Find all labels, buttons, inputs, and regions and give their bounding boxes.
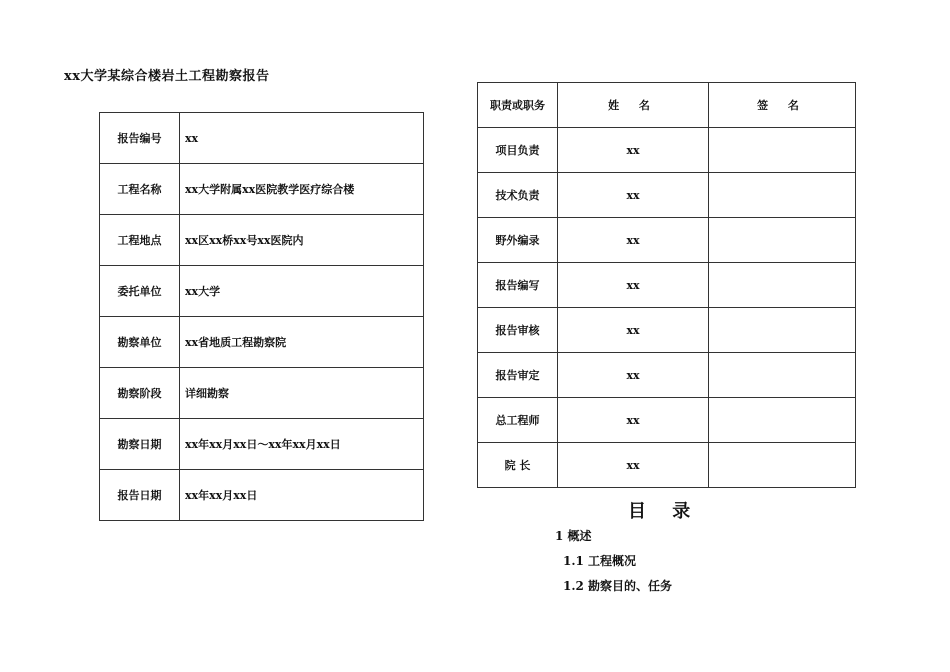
toc-item-project-overview: 1.1 工程概况 — [563, 554, 637, 568]
document-title: xx大学某综合楼岩土工程勘察报告 — [64, 69, 270, 84]
name-cell: xx — [558, 398, 709, 443]
role-cell: 院 长 — [478, 443, 558, 488]
table-row — [478, 128, 856, 173]
report-number-label: 报告编号 — [100, 113, 180, 164]
name-cell: xx — [558, 128, 709, 173]
project-name-label: 工程名称 — [100, 164, 180, 215]
table-row — [478, 263, 856, 308]
table-row — [478, 218, 856, 263]
name-header: 姓 名 — [558, 83, 709, 128]
role-cell: 报告编写 — [478, 263, 558, 308]
role-cell: 报告审定 — [478, 353, 558, 398]
client-value: xx大学 — [180, 266, 424, 317]
name-cell: xx — [558, 218, 709, 263]
name-cell: xx — [558, 308, 709, 353]
toc-item-overview: 1 概述 — [555, 529, 592, 543]
role-cell: 总工程师 — [478, 398, 558, 443]
survey-date-value: xx年xx月xx日～xx年xx月xx日 — [180, 419, 424, 470]
survey-stage-value: 详细勘察 — [180, 368, 424, 419]
signature-cell — [709, 308, 856, 353]
table-row — [478, 308, 856, 353]
signature-cell — [709, 443, 856, 488]
signature-table — [477, 82, 856, 488]
signature-cell — [709, 218, 856, 263]
role-header: 职责或职务 — [478, 83, 558, 128]
table-row — [100, 317, 424, 368]
client-label: 委托单位 — [100, 266, 180, 317]
project-location-value: xx区xx桥xx号xx医院内 — [180, 215, 424, 266]
toc-item-survey-purpose: 1.2 勘察目的、任务 — [563, 579, 673, 593]
report-date-label: 报告日期 — [100, 470, 180, 521]
table-row — [100, 164, 424, 215]
table-row — [100, 215, 424, 266]
role-cell: 项目负责 — [478, 128, 558, 173]
table-row — [100, 113, 424, 164]
role-cell: 技术负责 — [478, 173, 558, 218]
project-info-table — [99, 112, 424, 521]
signature-cell — [709, 353, 856, 398]
signature-header: 签 名 — [709, 83, 856, 128]
table-row — [100, 266, 424, 317]
table-row — [478, 443, 856, 488]
signature-cell — [709, 263, 856, 308]
name-cell: xx — [558, 263, 709, 308]
signature-cell — [709, 398, 856, 443]
table-row — [100, 470, 424, 521]
project-name-value: xx大学附属xx医院教学医疗综合楼 — [180, 164, 424, 215]
name-cell: xx — [558, 173, 709, 218]
report-date-value: xx年xx月xx日 — [180, 470, 424, 521]
signature-cell — [709, 173, 856, 218]
table-row — [478, 173, 856, 218]
table-row — [478, 353, 856, 398]
table-row — [100, 419, 424, 470]
toc-title: 目 录 — [628, 501, 701, 522]
role-cell: 野外编录 — [478, 218, 558, 263]
survey-unit-value: xx省地质工程勘察院 — [180, 317, 424, 368]
survey-date-label: 勘察日期 — [100, 419, 180, 470]
name-cell: xx — [558, 443, 709, 488]
role-cell: 报告审核 — [478, 308, 558, 353]
survey-stage-label: 勘察阶段 — [100, 368, 180, 419]
project-location-label: 工程地点 — [100, 215, 180, 266]
report-number-value: xx — [180, 113, 424, 164]
survey-unit-label: 勘察单位 — [100, 317, 180, 368]
table-row — [478, 398, 856, 443]
name-cell: xx — [558, 353, 709, 398]
table-row — [100, 368, 424, 419]
table-header-row — [478, 83, 856, 128]
signature-cell — [709, 128, 856, 173]
